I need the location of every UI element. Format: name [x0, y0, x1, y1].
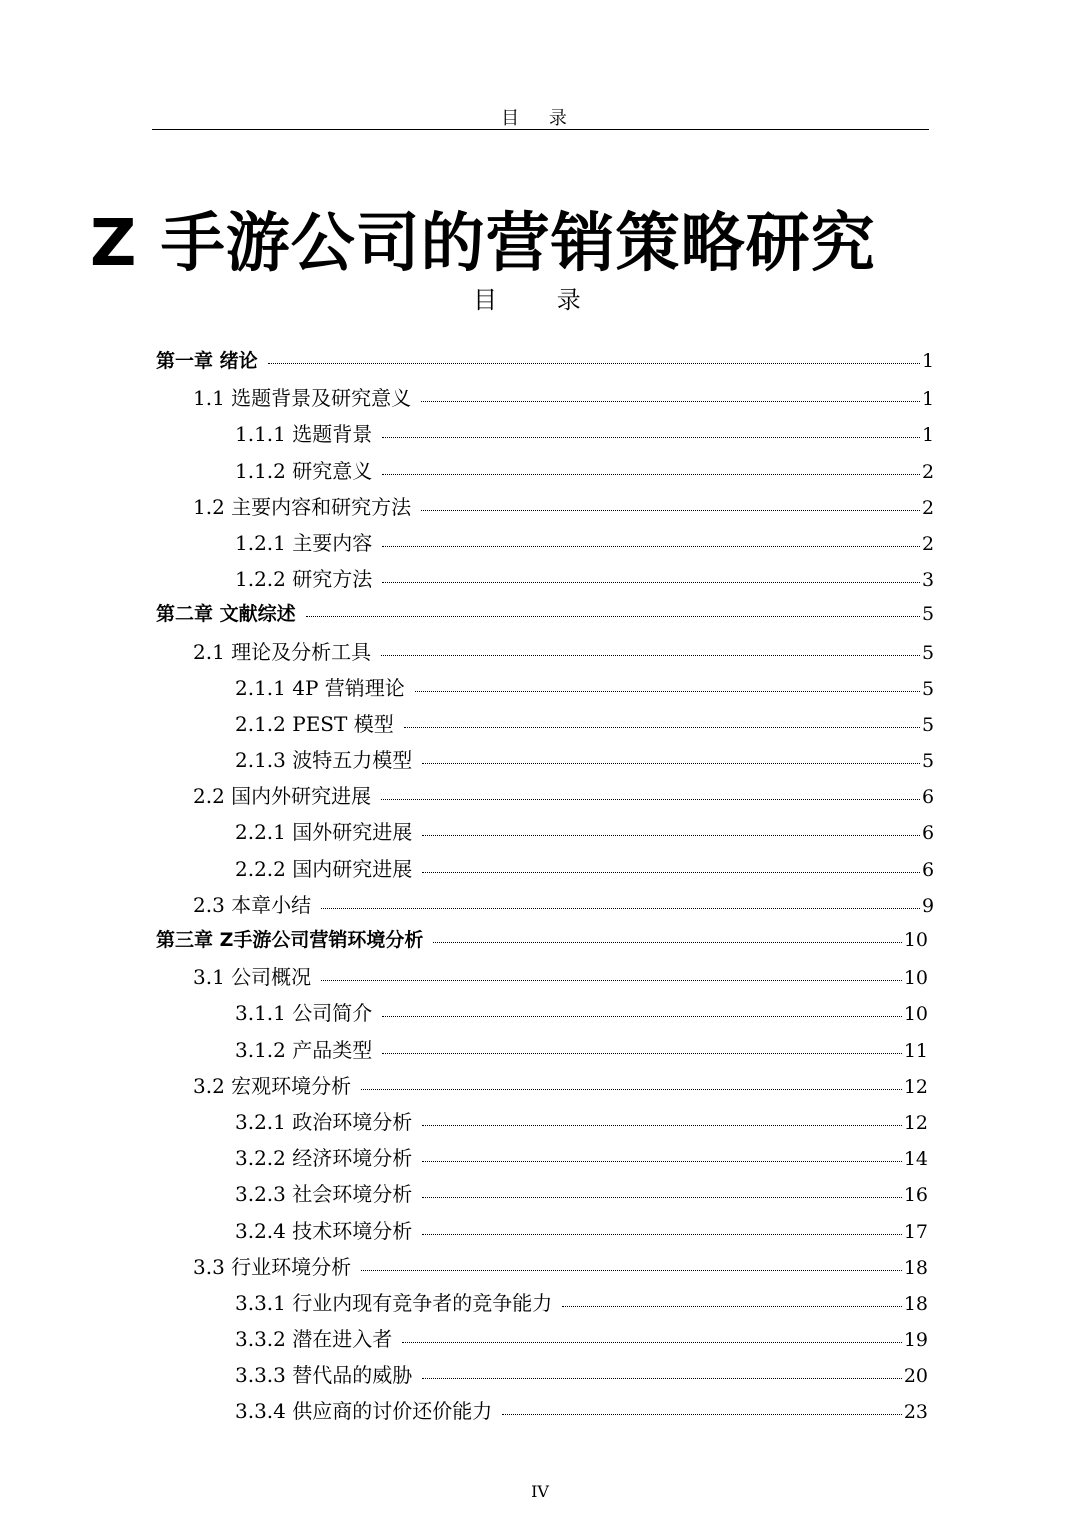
toc-entry-page: 18: [903, 1292, 928, 1315]
toc-entry-page: 1: [922, 388, 935, 411]
toc-entry-text: 3.2.2 经济环境分析: [235, 1146, 413, 1171]
toc-entry[interactable]: [156, 744, 935, 780]
toc-entry[interactable]: [156, 1178, 928, 1214]
toc-leader-dots: [382, 1015, 902, 1017]
toc-entry-page: 5: [922, 641, 935, 664]
toc-leader-dots: [381, 798, 920, 800]
toc-entry-page: 11: [903, 1039, 928, 1062]
toc-entry[interactable]: [156, 1251, 928, 1287]
toc-entry-page: 6: [922, 858, 935, 881]
running-header: 目 录: [501, 108, 579, 129]
toc-entry-text: 3.1.2 产品类型: [235, 1037, 373, 1062]
toc-entry[interactable]: [156, 1287, 928, 1323]
toc-entry-page: 10: [903, 967, 928, 990]
toc-entry-text: 1.1.2 研究意义: [235, 458, 373, 483]
toc-leader-dots: [321, 979, 902, 981]
toc-leader-dots: [382, 473, 920, 475]
toc-leader-dots: [422, 762, 920, 764]
toc-entry-page: 10: [903, 1003, 928, 1026]
toc-entry[interactable]: [156, 1323, 928, 1359]
toc-entry-text: 2.2.1 国外研究进展: [235, 820, 413, 845]
toc-entry-text: 3.2 宏观环境分析: [193, 1073, 352, 1098]
toc-entry[interactable]: [156, 455, 935, 491]
toc-leader-dots: [402, 1341, 902, 1343]
toc-leader-dots: [422, 834, 920, 836]
toc-entry-text: 3.2.1 政治环境分析: [235, 1109, 413, 1134]
toc-leader-dots: [361, 1088, 902, 1090]
toc-entry-page: 17: [903, 1220, 928, 1243]
toc-leader-dots: [306, 615, 920, 617]
toc-entry[interactable]: [156, 708, 935, 744]
toc-entry[interactable]: [156, 491, 935, 527]
toc-entry-text: 3.2.4 技术环境分析: [235, 1218, 413, 1243]
toc-entry-page: 12: [903, 1111, 928, 1134]
toc-entry-page: 12: [903, 1075, 928, 1098]
toc-entry[interactable]: [156, 418, 935, 454]
toc-entry[interactable]: [156, 1142, 928, 1178]
toc-entry-text: 2.3 本章小结: [193, 892, 312, 917]
toc-leader-dots: [361, 1269, 902, 1271]
toc-leader-dots: [421, 509, 920, 511]
toc-entry-text: 3.3 行业环境分析: [193, 1254, 352, 1279]
toc-entry[interactable]: [156, 636, 935, 672]
toc-entry[interactable]: [156, 563, 935, 599]
toc-entry-page: 16: [903, 1184, 928, 1207]
toc-entry-page: 18: [903, 1256, 928, 1279]
toc-entry-page: 5: [922, 713, 935, 736]
toc-heading: 目 录: [473, 286, 607, 314]
toc-entry[interactable]: [156, 1359, 928, 1395]
toc-leader-dots: [422, 1233, 902, 1235]
toc-leader-dots: [433, 941, 901, 943]
toc-entry-page: 10: [903, 929, 928, 951]
toc-entry-text: 3.1 公司概况: [193, 965, 312, 990]
toc-entry[interactable]: [156, 997, 928, 1033]
toc-entry-page: 2: [922, 532, 935, 555]
toc-entry-text: 2.1.2 PEST 模型: [235, 711, 394, 736]
toc-entry-text: 3.1.1 公司简介: [235, 1001, 373, 1026]
toc-entry[interactable]: [156, 527, 935, 563]
toc-leader-dots: [502, 1413, 902, 1415]
toc-entry-page: 2: [922, 460, 935, 483]
toc-entry-text: 3.3.4 供应商的讨价还价能力: [235, 1399, 493, 1424]
toc-entry[interactable]: [156, 346, 935, 382]
toc-leader-dots: [422, 871, 920, 873]
toc-entry-text: 1.2 主要内容和研究方法: [193, 494, 412, 519]
toc-leader-dots: [321, 907, 920, 909]
toc-entry-text: 2.2.2 国内研究进展: [235, 856, 413, 881]
toc-entry[interactable]: [156, 853, 935, 889]
toc-entry[interactable]: [156, 1106, 928, 1142]
page-number: IV: [531, 1482, 549, 1501]
toc-entry-text: 1.2.1 主要内容: [235, 530, 373, 555]
toc-entry-text: 3.3.2 潜在进入者: [235, 1327, 393, 1352]
toc-entry-text: 2.1.1 4P 营销理论: [235, 675, 405, 700]
toc-entry[interactable]: [156, 1034, 928, 1070]
table-of-contents: [156, 346, 935, 1432]
toc-entry[interactable]: [156, 961, 928, 997]
toc-leader-dots: [562, 1305, 902, 1307]
toc-entry-text: 2.2 国内外研究进展: [193, 784, 372, 809]
toc-entry-page: 5: [922, 750, 935, 773]
toc-entry-text: 第二章 文献综述: [156, 603, 296, 626]
toc-leader-dots: [422, 1377, 902, 1379]
toc-entry-text: 2.1.3 波特五力模型: [235, 748, 413, 773]
toc-entry-page: 6: [922, 822, 935, 845]
toc-entry-page: 2: [922, 496, 935, 519]
toc-entry-text: 3.2.3 社会环境分析: [235, 1182, 413, 1207]
toc-entry-page: 5: [922, 603, 935, 626]
toc-entry-page: 1: [922, 350, 935, 372]
toc-entry[interactable]: [156, 672, 935, 708]
header-rule: [152, 129, 929, 130]
toc-entry-page: 5: [922, 677, 935, 700]
toc-leader-dots: [422, 1160, 902, 1162]
document-title: Z 手游公司的营销策略研究: [90, 207, 876, 281]
toc-leader-dots: [421, 400, 920, 402]
toc-leader-dots: [381, 654, 920, 656]
toc-leader-dots: [422, 1196, 902, 1198]
toc-entry-text: 第一章 绪论: [156, 350, 258, 372]
toc-entry[interactable]: [156, 1070, 928, 1106]
toc-entry-page: 23: [903, 1401, 928, 1424]
toc-entry-text: 1.1.1 选题背景: [235, 422, 373, 447]
toc-leader-dots: [422, 1124, 902, 1126]
toc-leader-dots: [382, 1052, 902, 1054]
toc-entry-text: 3.3.3 替代品的威胁: [235, 1363, 413, 1388]
toc-entry-page: 6: [922, 786, 935, 809]
toc-entry-text: 第三章 Z手游公司营销环境分析: [156, 929, 424, 951]
toc-entry[interactable]: [156, 382, 935, 418]
toc-entry[interactable]: [156, 816, 935, 852]
toc-leader-dots: [382, 545, 920, 547]
toc-entry-text: 1.2.2 研究方法: [235, 567, 373, 592]
toc-entry[interactable]: [156, 780, 935, 816]
toc-entry-page: 3: [922, 569, 935, 592]
toc-entry-text: 3.3.1 行业内现有竞争者的竞争能力: [235, 1290, 553, 1315]
toc-entry-page: 19: [903, 1329, 928, 1352]
toc-entry[interactable]: [156, 925, 928, 961]
toc-entry-text: 2.1 理论及分析工具: [193, 639, 372, 664]
toc-leader-dots: [268, 362, 920, 364]
toc-entry-page: 14: [903, 1148, 928, 1171]
toc-leader-dots: [415, 690, 920, 692]
toc-leader-dots: [382, 436, 920, 438]
toc-entry-page: 1: [922, 424, 935, 447]
toc-entry[interactable]: [156, 889, 935, 925]
toc-leader-dots: [382, 581, 920, 583]
toc-entry[interactable]: [156, 599, 935, 635]
toc-entry-page: 9: [922, 894, 935, 917]
toc-entry-page: 20: [903, 1365, 928, 1388]
toc-entry[interactable]: [156, 1395, 928, 1431]
toc-entry[interactable]: [156, 1215, 928, 1251]
toc-leader-dots: [404, 726, 920, 728]
toc-entry-text: 1.1 选题背景及研究意义: [193, 386, 412, 411]
